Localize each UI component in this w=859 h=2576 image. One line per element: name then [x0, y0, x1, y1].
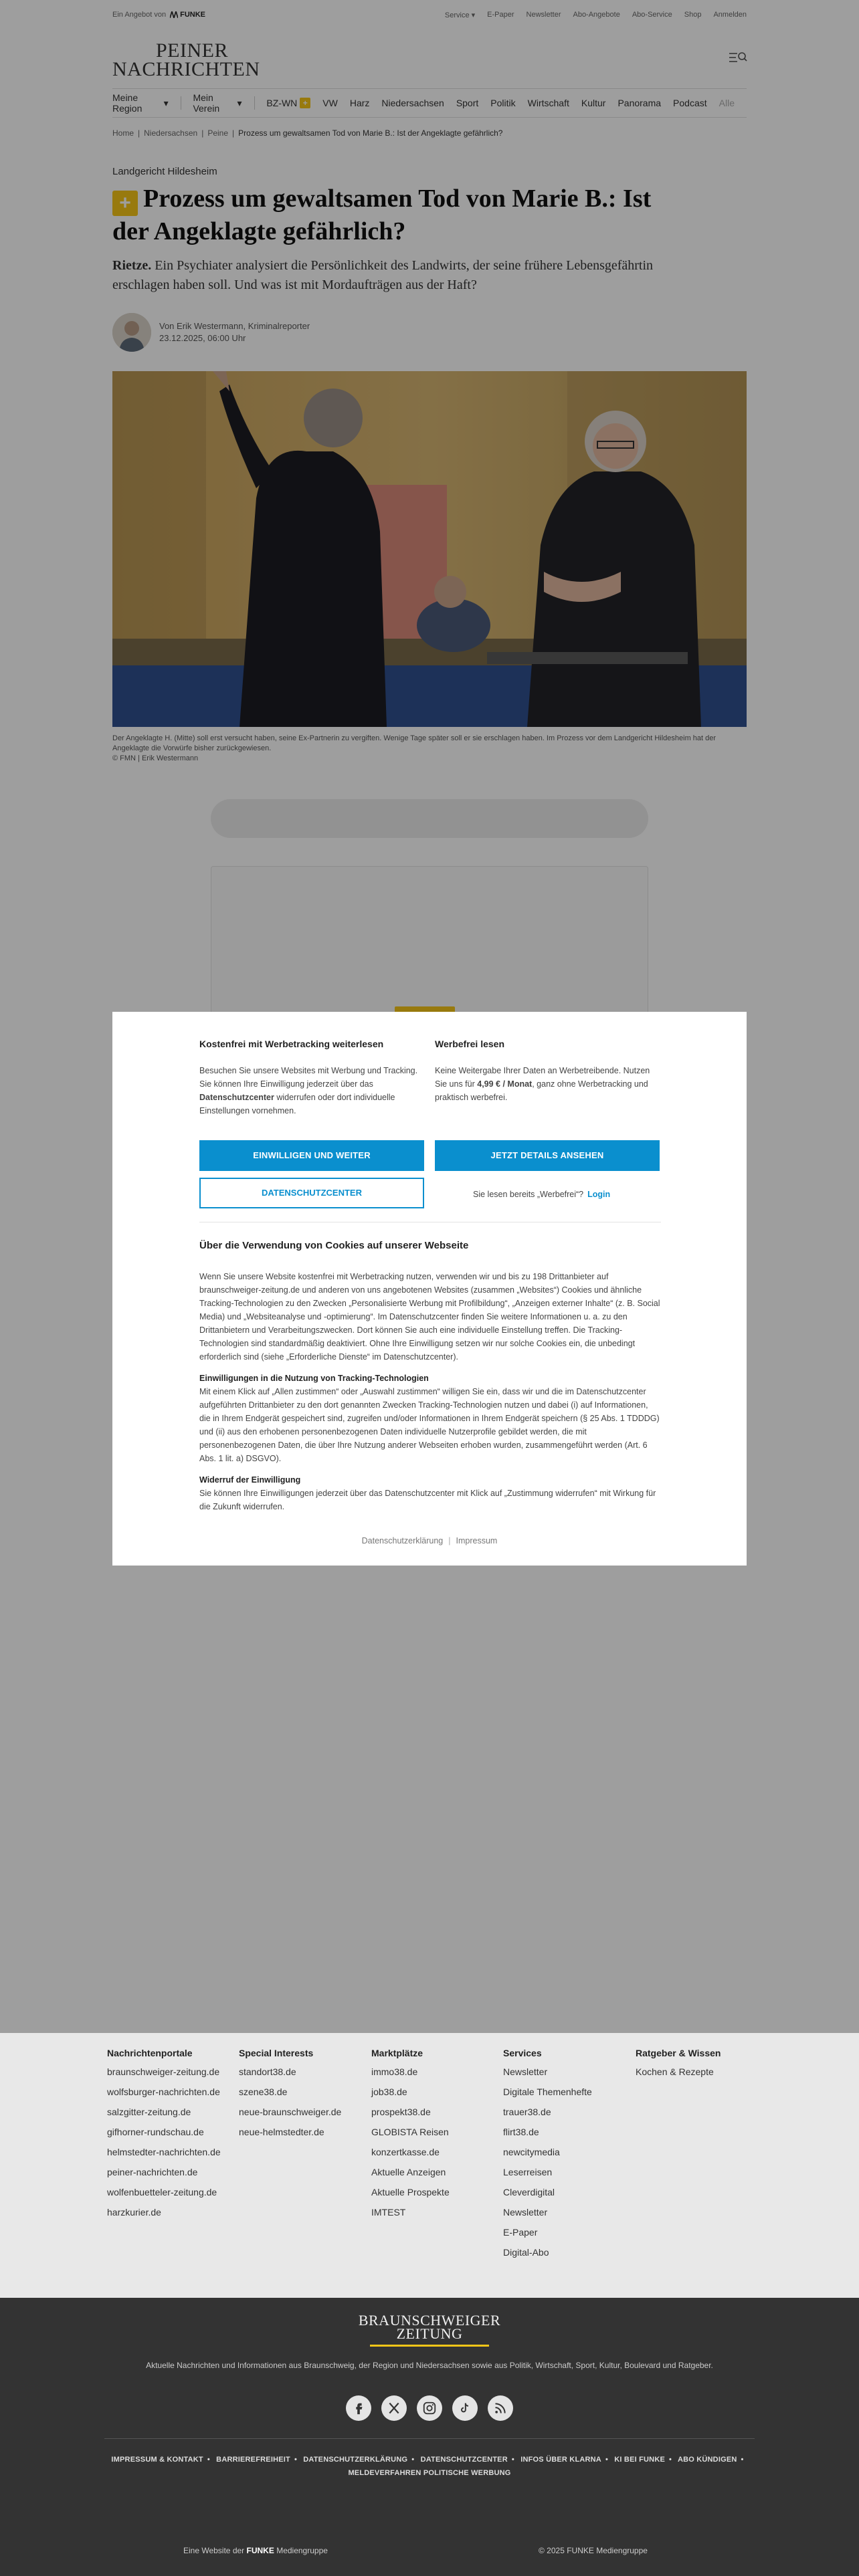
- footer-link[interactable]: Aktuelle Anzeigen: [371, 2167, 446, 2177]
- nav-item-panorama[interactable]: Panorama: [617, 98, 662, 108]
- nav-item-podcast[interactable]: Podcast: [673, 98, 707, 108]
- instagram-icon[interactable]: [417, 2395, 442, 2421]
- footer-link[interactable]: wolfsburger-nachrichten.de: [107, 2086, 220, 2097]
- nav-item-vw[interactable]: VW: [322, 98, 338, 108]
- footer-link[interactable]: Digitale Themenhefte: [503, 2086, 592, 2097]
- offer-text: Ein Angebot von: [112, 11, 167, 19]
- social-links: [346, 2395, 513, 2422]
- breadcrumb-home[interactable]: Home: [112, 128, 134, 138]
- top-link-abo-service[interactable]: Abo-Service: [632, 11, 672, 19]
- chevron-down-icon: ▾: [163, 97, 169, 108]
- consent-adfree-column: [435, 1039, 660, 1104]
- publish-date: 23.12.2025, 06:00 Uhr: [159, 333, 246, 343]
- footer-legal-links: IMPRESSUM & KONTAKT • BARRIEREFREIHEIT • DATENSCHUTZERKLÄRUNG • DATENSCHUTZCENTER • INFOS ÜBER KLARNA • KI BEI FUNKE • ABO KÜNDIGEN • MELDEVERFAHREN POLITISCHE WERBUNG: [111, 2456, 744, 2477]
- nav-item-sport[interactable]: Sport: [456, 98, 479, 108]
- legal-link-abo-kuendigen[interactable]: ABO KÜNDIGEN: [677, 2456, 737, 2464]
- nav-item-bz-wn[interactable]: BZ-WN +: [266, 98, 310, 108]
- consent-footer: Datenschutzerklärung | Impressum: [361, 1536, 498, 1545]
- footer-link[interactable]: peiner-nachrichten.de: [107, 2167, 198, 2177]
- breadcrumb-peine[interactable]: Peine: [207, 128, 229, 138]
- footer-link[interactable]: immo38.de: [371, 2066, 418, 2077]
- image-caption: Der Angeklagte H. (Mitte) soll erst versucht haben, seine Ex-Partnerin zu vergiften. Wenige Tage später soll er sie erschlagen haben. Im Prozess vor dem Landgericht Hildesheim hat der Angeklagte die Vorwürfe bisher zurückgewiesen. © FMN | Erik Westermann: [112, 734, 747, 764]
- footer-link[interactable]: Leserreisen: [503, 2167, 553, 2177]
- accept-button[interactable]: EINWILLIGEN UND WEITER: [199, 1140, 424, 1171]
- footer-link[interactable]: gifhorner-rundschau.de: [107, 2127, 204, 2137]
- login-link[interactable]: Anmelden: [713, 11, 747, 19]
- footer-link[interactable]: szene38.de: [239, 2086, 288, 2097]
- consent-free-column: [199, 1039, 424, 1117]
- nav-item-harz[interactable]: Harz: [349, 98, 370, 108]
- footer-link[interactable]: neue-helmstedter.de: [239, 2127, 324, 2137]
- breadcrumb: Home | Niedersachsen | Peine | Prozess um gewaltsamen Tod von Marie B.: Ist der Angeklagte gefährlich?: [112, 128, 503, 138]
- footer-column-portals: Nachrichtenportale braunschweiger-zeitung.de wolfsburger-nachrichten.de salzgitter-zeitung.de gifhorner-rundschau.de helmstedter-nachrichten.de peiner-nachrichten.de wolfenbuetteler-zeitung.de harzkurier.de: [107, 2048, 224, 2226]
- footer-link[interactable]: salzgitter-zeitung.de: [107, 2107, 191, 2117]
- site-logo[interactable]: PEINER NACHRICHTEN: [112, 39, 260, 80]
- legal-link-datenschutz[interactable]: DATENSCHUTZERKLÄRUNG: [303, 2456, 408, 2464]
- cookie-paragraph-3: Sie können Ihre Einwilligungen jederzeit über das Datenschutzcenter mit Klick auf „Zustimmung widerrufen“ mit Wirkung für die Zukunft widerrufen.: [199, 1489, 656, 1511]
- footer-link[interactable]: prospekt38.de: [371, 2107, 431, 2117]
- nav-item-kultur[interactable]: Kultur: [581, 98, 606, 108]
- cookie-text: [199, 1270, 661, 1513]
- footer-dark: [0, 2298, 859, 2576]
- breadcrumb-current: Prozess um gewaltsamen Tod von Marie B.: Ist der Angeklagte gefährlich?: [238, 128, 503, 138]
- article-kicker: Landgericht Hildesheim: [112, 166, 217, 177]
- footer-link[interactable]: trauer38.de: [503, 2107, 551, 2117]
- x-icon[interactable]: [381, 2395, 407, 2421]
- footer-column-ratgeber: Ratgeber & Wissen Kochen & Rezepte: [636, 2048, 753, 2085]
- article-headline: + Prozess um gewaltsamen Tod von Marie B.: Ist der Angeklagte gefährlich?: [112, 185, 652, 245]
- consent-privacy-link[interactable]: Datenschutzerklärung: [361, 1536, 444, 1545]
- footer-link[interactable]: wolfenbuetteler-zeitung.de: [107, 2187, 217, 2197]
- footer-logo-rule: [370, 2345, 489, 2347]
- top-link-shop[interactable]: Shop: [684, 11, 702, 19]
- chevron-down-icon: ▾: [237, 97, 242, 108]
- footer-link[interactable]: Aktuelle Prospekte: [371, 2187, 450, 2197]
- nav-item-alle[interactable]: Alle: [719, 98, 735, 108]
- footer-link[interactable]: standort38.de: [239, 2066, 296, 2077]
- footer-copyright: © 2025 FUNKE Mediengruppe: [539, 2546, 648, 2555]
- adfree-price: 4,99 € / Monat: [477, 1079, 533, 1089]
- footer-link[interactable]: neue-braunschweiger.de: [239, 2107, 342, 2117]
- region-select[interactable]: Meine Region ▾: [112, 92, 169, 114]
- legal-link-klarna[interactable]: INFOS ÜBER KLARNA: [520, 2456, 601, 2464]
- tiktok-icon[interactable]: [452, 2395, 478, 2421]
- footer-column-special: Special Interests standort38.de szene38.de neue-braunschweiger.de neue-helmstedter.de: [239, 2048, 356, 2145]
- legal-link-politische-werbung[interactable]: MELDEVERFAHREN POLITISCHE WERBUNG: [348, 2469, 511, 2477]
- footer-link[interactable]: E-Paper: [503, 2227, 538, 2238]
- article-teaser: Rietze. Ein Psychiater analysiert die Persönlichkeit des Landwirts, der seine frühere Lebensgefährtin erschlagen haben soll. Und was ist mit Mordaufträgen aus der Haft?: [112, 258, 654, 292]
- footer-link[interactable]: Cleverdigital: [503, 2187, 555, 2197]
- footer-link[interactable]: Newsletter: [503, 2066, 548, 2077]
- cookie-paragraph-1: Wenn Sie unsere Website kostenfrei mit Werbetracking nutzen, verwenden wir und bis zu 198 Drittanbieter auf braunschweiger-zeitung.de und anderen von uns angebotenen Websites (zusammen „Websites“) Cookies und ähnliche Tracking-Technologien zu den Zwecken „Personalisierte Werbung mit Profilbildung“, „Anzeigen externer Inhalte“ (z. B. Social Media) und „Websiteanalyse und -optimierung“. Im Datenschutzcenter finden Sie weitere Informationen u. a. zu den Drittanbietern und Verarbeitungszwecken. Dort können Sie auch eine individuelle Einstellung treffen. Die Tracking-Technologien sind standardmäßig deaktiviert. Ohne Ihre Einwilligung setzen wir nur solche Cookies ein, die unbedingt erforderlich sind (siehe „Erforderliche Dienste“ im Datenschutzcenter).: [199, 1272, 660, 1362]
- top-link-service[interactable]: Service ▾: [444, 11, 476, 19]
- footer-links: [0, 2033, 859, 2298]
- footer-link[interactable]: konzertkasse.de: [371, 2147, 440, 2157]
- footer-link[interactable]: helmstedter-nachrichten.de: [107, 2147, 221, 2157]
- legal-link-impressum[interactable]: IMPRESSUM & KONTAKT: [111, 2456, 203, 2464]
- consent-login-link[interactable]: Login: [587, 1190, 611, 1199]
- legal-link-barrierefreiheit[interactable]: BARRIEREFREIHEIT: [216, 2456, 290, 2464]
- plus-icon: +: [300, 98, 310, 108]
- footer-link[interactable]: IMTEST: [371, 2207, 406, 2218]
- privacy-center-inline-link[interactable]: Datenschutzcenter: [199, 1093, 274, 1102]
- rss-icon[interactable]: [488, 2395, 513, 2421]
- consent-adfree-text: Keine Weitergabe Ihrer Daten an Werbetreibende. Nutzen Sie uns für 4,99 € / Monat, ganz ohne Werbetracking und praktisch werbefrei.: [435, 1066, 650, 1102]
- privacy-center-button[interactable]: DATENSCHUTZCENTER: [199, 1178, 424, 1208]
- footer-link[interactable]: flirt38.de: [503, 2127, 539, 2137]
- footer-link[interactable]: harzkurier.de: [107, 2207, 161, 2218]
- cookie-paragraph-2: Mit einem Klick auf „Allen zustimmen“ oder „Auswahl zustimmen“ willigen Sie ein, dass wir und die im Datenschutzcenter aufgeführten Drittanbieter zu den dort genannten Zwecken Tracking-Technologien nutzen und dabei (i) auf Informationen, die in Ihrem Endgerät gespeichert sind, zugreifen und/oder Informationen in Ihrem Endgerät speichern (§ 25 Abs. 1 TDDDG) und (ii) aus den erhobenen personenbezogenen Daten individuelle Nutzerprofile gebildet werden, die mit personenbezogenen Daten, die über Ihre Nutzung anderer Webseiten erhoben wurden, zusammengeführt werden (Art. 6 Abs. 1 lit. a) DSGVO).: [199, 1387, 660, 1463]
- consent-free-text: Besuchen Sie unsere Websites mit Werbung und Tracking. Sie können Ihre Einwilligung jederzeit über das Datenschutzcenter widerrufen oder dort individuelle Einstellungen vornehmen.: [199, 1066, 418, 1115]
- author-name[interactable]: Von Erik Westermann, Kriminalreporter: [159, 321, 310, 331]
- nav-item-politik[interactable]: Politik: [490, 98, 516, 108]
- cookie-title: Über die Verwendung von Cookies auf unserer Webseite: [199, 1240, 469, 1251]
- footer-link[interactable]: job38.de: [371, 2086, 407, 2097]
- footer-publisher: Eine Website der FUNKE Mediengruppe: [183, 2546, 328, 2555]
- details-button[interactable]: JETZT DETAILS ANSEHEN: [435, 1140, 660, 1171]
- footer-link[interactable]: Newsletter: [503, 2207, 548, 2218]
- cookie-subtitle-consent: Einwilligungen in die Nutzung von Tracking-Technologien: [199, 1374, 429, 1383]
- consent-dialog: [112, 1012, 747, 1566]
- footer-link[interactable]: Kochen & Rezepte: [636, 2066, 714, 2077]
- footer-link[interactable]: GLOBISTA Reisen: [371, 2127, 449, 2137]
- already-subscribed: Sie lesen bereits „Werbefrei“? Login: [473, 1190, 611, 1199]
- cookie-subtitle-revoke: Widerruf der Einwilligung: [199, 1475, 301, 1485]
- footer-column-services: Services Newsletter Digitale Themenhefte trauer38.de flirt38.de newcitymedia Leserreisen Cleverdigital Newsletter E-Paper Digital-Abo: [503, 2048, 620, 2266]
- consent-imprint-link[interactable]: Impressum: [456, 1536, 498, 1545]
- breadcrumb-niedersachsen[interactable]: Niedersachsen: [144, 128, 198, 138]
- top-link-epaper[interactable]: E-Paper: [487, 11, 514, 19]
- verein-select[interactable]: Mein Verein ▾: [193, 92, 242, 114]
- plus-icon: +: [112, 191, 138, 216]
- facebook-icon[interactable]: [346, 2395, 371, 2421]
- footer-description: Aktuelle Nachrichten und Informationen aus Braunschweig, der Region und Niedersachsen sowie aus Politik, Wirtschaft, Sport, Kultur, Boulevard und Ratgeber.: [146, 2361, 713, 2370]
- top-link-abo-angebote[interactable]: Abo-Angebote: [573, 11, 620, 19]
- image-credit: © FMN | Erik Westermann: [112, 754, 199, 762]
- consent-free-title: Kostenfrei mit Werbetracking weiterlesen: [199, 1039, 384, 1049]
- nav-item-wirtschaft[interactable]: Wirtschaft: [527, 98, 569, 108]
- footer-link[interactable]: newcitymedia: [503, 2147, 560, 2157]
- footer-logo[interactable]: BRAUNSCHWEIGER ZEITUNG: [0, 2314, 859, 2347]
- legal-link-ki[interactable]: KI BEI FUNKE: [614, 2456, 666, 2464]
- funke-logo[interactable]: FUNKE: [170, 11, 205, 19]
- top-link-newsletter[interactable]: Newsletter: [526, 11, 561, 19]
- footer-divider: [104, 2438, 755, 2439]
- consent-adfree-title: Werbefrei lesen: [435, 1039, 505, 1049]
- footer-link[interactable]: Digital-Abo: [503, 2247, 549, 2258]
- nav-item-niedersachsen[interactable]: Niedersachsen: [381, 98, 444, 108]
- footer-link[interactable]: braunschweiger-zeitung.de: [107, 2066, 220, 2077]
- footer-column-markets: Marktplätze immo38.de job38.de prospekt38.de GLOBISTA Reisen konzertkasse.de Aktuelle Anzeigen Aktuelle Prospekte IMTEST: [371, 2048, 488, 2226]
- legal-link-datenschutzcenter[interactable]: DATENSCHUTZCENTER: [420, 2456, 508, 2464]
